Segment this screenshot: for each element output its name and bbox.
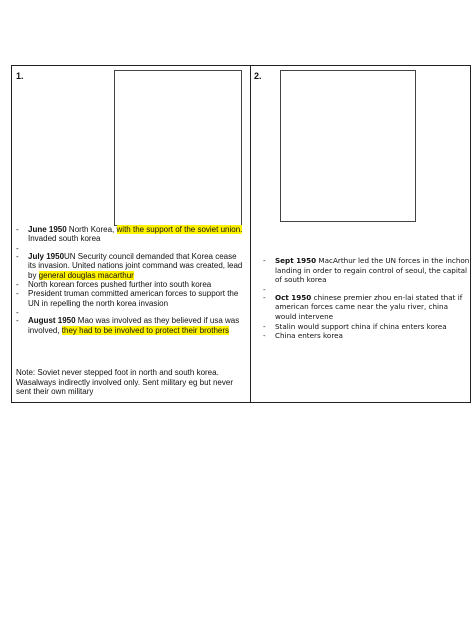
- event-item: - Stalin would support china if china enters korea: [263, 322, 471, 332]
- event-item: - July 1950UN Security council demanded that Korea cease its invasion. United nations joint command was created, lead by general douglas macarthur: [16, 252, 244, 280]
- map-frame: [114, 70, 242, 226]
- event-item: - June 1950 North Korea, with the support of the soviet union. Invaded south korea: [16, 225, 244, 244]
- note-text: Note: Soviet never stepped foot in north and south korea. Wasalways indirectly involved only. Sent military eg but never sent their own military: [16, 368, 233, 397]
- panel-number: 2.: [254, 71, 262, 81]
- panel-number: 1.: [16, 71, 24, 81]
- korea-map-1: [114, 70, 242, 226]
- event-item: - President truman committed american forces to support the UN in repelling the north korea invasion: [16, 289, 244, 308]
- map-frame: [280, 70, 416, 222]
- panel-1: [12, 66, 250, 402]
- event-item: - August 1950 Mao was involved as they believed if usa was involved, they had to be involved to protect their brothers: [16, 316, 244, 335]
- panel-2: [251, 66, 470, 402]
- event-list: [263, 256, 471, 341]
- history-table: [11, 65, 471, 403]
- korea-map-2: [280, 70, 416, 222]
- event-item: - China enters korea: [263, 331, 471, 341]
- event-item: - Oct 1950 chinese premier zhou en-lai stated that if american forces came near the yalu river, china would intervene: [263, 293, 471, 322]
- event-list: [16, 225, 244, 335]
- event-item: - North korean forces pushed further into south korea: [16, 280, 244, 289]
- event-item: - Sept 1950 MacArthur led the UN forces in the inchon landing in order to regain control of seoul, the capital of south korea: [263, 256, 471, 285]
